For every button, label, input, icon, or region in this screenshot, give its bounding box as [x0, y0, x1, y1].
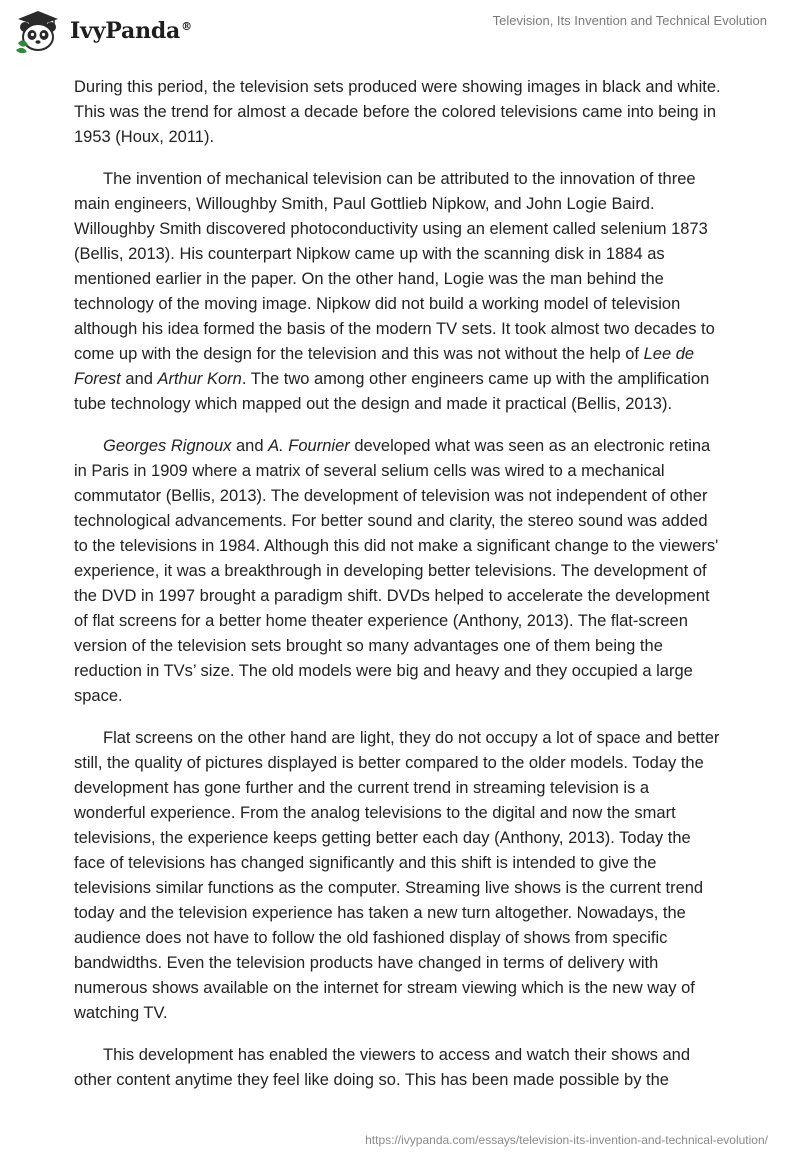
page-header — [0, 0, 800, 60]
source-url[interactable]: https://ivypanda.com/essays/television-its-invention-and-technical-evolution/ — [365, 1133, 768, 1147]
brand-logo[interactable] — [14, 9, 192, 53]
paragraph-3 — [74, 434, 724, 709]
essay-body — [74, 75, 724, 1110]
brand-text: IvyPanda — [70, 18, 181, 44]
paragraph-2-text-b: and — [120, 370, 158, 388]
registered-mark: ® — [181, 20, 192, 33]
paragraph-2-emphasis-1: Lee de Forest — [74, 345, 695, 388]
paragraph-2-text-c: . The two among other engineers came up with the amplification tube technology which mapped out the design and made it practical (Bellis, 2013). — [74, 370, 710, 413]
paragraph-2-emphasis-2: Arthur Korn — [157, 370, 242, 388]
paragraph-3-text-a: and — [231, 437, 269, 455]
brand-name — [70, 18, 192, 44]
panda-graduate-icon — [14, 9, 62, 53]
paragraph-3-emphasis-1: Georges Rignoux — [103, 437, 232, 455]
document-title: Television, Its Invention and Technical Evolution — [492, 13, 767, 28]
paragraph-1: During this period, the television sets produced were showing images in black and white. This was the trend for almost a decade before the colored televisions came into being in 1953 (Houx, 2011). — [74, 78, 721, 146]
paragraph-3-emphasis-2: A. Fournier — [268, 437, 350, 455]
paragraph-5: This development has enabled the viewers to access and watch their shows and other content anytime they feel like doing so. This has been made possible by the — [74, 1046, 690, 1089]
paragraph-2-text-a: The invention of mechanical television can be attributed to the innovation of three main engineers, Willoughby Smith, Paul Gottlieb Nipkow, and John Logie Baird. Willoughby Smith discovered photoconductivity using an element called selenium 1873 (Bellis, 2013). His counterpart Nipkow came up with the scanning disk in 1884 as mentioned earlier in the paper. On the other hand, Logie was the man behind the technology of the moving image. Nipkow did not build a working model of television although his idea formed the basis of the modern TV sets. It took almost two decades to come up with the design for the television and this was not without the help of — [74, 170, 715, 363]
paragraph-4: Flat screens on the other hand are light, they do not occupy a lot of space and better still, the quality of pictures displayed is better compared to the older models. Today the development has gone further and the current trend in streaming television is a wonderful experience. From the analog televisions to the digital and now the smart televisions, the experience keeps getting better each day (Anthony, 2013). Today the face of televisions has changed significantly and this shift is intended to give the televisions similar functions as the computer. Streaming live shows is the current trend today and the television experience has taken a new turn altogether. Nowadays, the audience does not have to follow the old fashioned display of shows from specific bandwidths. Even the television products have changed in terms of delivery with numerous shows available on the internet for stream viewing which is the new way of watching TV. — [74, 729, 720, 1022]
paragraph-3-text-b: developed what was seen as an electronic retina in Paris in 1909 where a matrix of several selium cells was wired to a mechanical commutator (Bellis, 2013). The development of television was not independent of other technological advancements. For better sound and clarity, the stereo sound was added to the televisions in 1984. Although this did not make a significant change to the viewers' experience, it was a breakthrough in developing better televisions. The development of the DVD in 1997 brought a paradigm shift. DVDs helped to accelerate the development of flat screens for a better home theater experience (Anthony, 2013). The flat-screen version of the television sets brought so many advantages one of them being the reduction in TVs’ size. The old models were big and heavy and they occupied a large space. — [74, 437, 719, 705]
paragraph-2 — [74, 167, 724, 417]
